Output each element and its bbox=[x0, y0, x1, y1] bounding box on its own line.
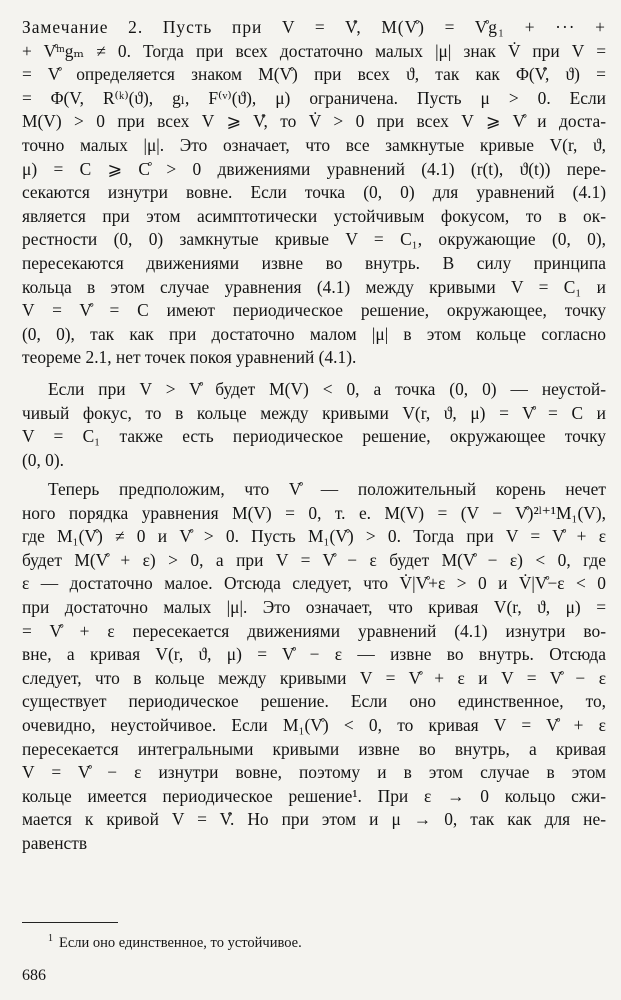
text-line: M(V) > 0 при всех V ⩾ V̊, то V̇ > 0 при всех V ⩾ V̊ и доста- bbox=[22, 111, 606, 132]
text-line: Теперь предположим, что V̊ — положительный корень нечет bbox=[48, 479, 606, 499]
text-line: кольце имеется периодическое решение¹. При ε → 0 кольцо сжи- bbox=[22, 785, 606, 806]
text-line: где M₁(V̊) ≠ 0 и V̊ > 0. Пусть M₁(V̊) > 0. Тогда при V = V̊ + ε bbox=[22, 526, 606, 547]
text-line: рестности (0, 0) замкнутые кривые V = C₁, окружающие (0, 0), bbox=[22, 229, 606, 250]
paragraph-remark-2 bbox=[22, 16, 606, 370]
footnote-divider bbox=[22, 922, 118, 923]
text-line: ε — достаточно малое. Отсюда следует, что V̇|V̊+ε > 0 и V̇|V̊−ε < 0 bbox=[22, 573, 606, 594]
text-line: точно малых |μ|. Это означает, что все замкнутые кривые V(r, ϑ, bbox=[22, 134, 606, 155]
text-line: = V̊ + ε пересекается движениями уравнений (4.1) изнутри во- bbox=[22, 620, 606, 641]
text-line: = Φ(V, R⁽ᵏ⁾(ϑ), gₗ, F⁽ᵛ⁾(ϑ), μ) ограничена. Пусть μ > 0. Если bbox=[22, 87, 606, 108]
text-line: очевидно, неустойчивое. Если M₁(V̊) < 0, то кривая V = V̊ + ε bbox=[22, 714, 606, 735]
text-line: V = V̊ = C имеют периодическое решение, окружающее, точку bbox=[22, 300, 606, 321]
text-line: (0, 0), так как при достаточно малом |μ| в этом кольце согласно bbox=[22, 323, 606, 344]
text-line: V = V̊ − ε изнутри вовне, поэтому и в этом случае в этом bbox=[22, 762, 606, 783]
text-line: + V̊ᵐgₘ ≠ 0. Тогда при всех достаточно малых |μ| знак V̇ при V = bbox=[22, 40, 606, 61]
text-line: секаются изнутри вовне. Если точка (0, 0) для уравнений (4.1) bbox=[22, 182, 606, 203]
text-line: будет M(V̊ + ε) > 0, а при V = V̊ − ε будет M(V̊ − ε) < 0, где bbox=[22, 549, 606, 570]
text-line: V = C₁ также есть периодическое решение, окружающее точку bbox=[22, 426, 606, 447]
text-line: равенств bbox=[22, 832, 88, 853]
text-line: следует, что в кольце между кривыми V = V̊ + ε и V = V̊ − ε bbox=[22, 667, 606, 688]
text-line: является при этом асимптотически устойчивым фокусом, то в ок- bbox=[22, 205, 606, 226]
text-line: теореме 2.1, нет точек покоя уравнений (4.1). bbox=[22, 347, 357, 368]
text-line: пересекается интегральными кривыми извне во внутрь, а кривая bbox=[22, 738, 606, 759]
text-line: кольца в этом случае уравнения (4.1) между кривыми V = C₁ и bbox=[22, 276, 606, 297]
text-line: существует периодическое решение. Если оно единственное, то, bbox=[22, 691, 606, 712]
paragraph-unstable-focus bbox=[22, 378, 606, 472]
footnote-text: Если оно единственное, то устойчивое. bbox=[59, 934, 302, 951]
text-line: = V̊ определяется знаком M(V̊) при всех ϑ, так как Φ(V̊, ϑ) = bbox=[22, 64, 606, 85]
paragraph-odd-root bbox=[22, 478, 606, 856]
text-line: пересекаются движениями извне во внутрь. В силу принципа bbox=[22, 252, 606, 273]
text-line: вне, а кривая V(r, ϑ, μ) = V̊ − ε — извне во внутрь. Отсюда bbox=[22, 644, 606, 665]
text-line: ного порядка уравнения M(V) = 0, т. е. M(V) = (V − V̊)²ˡ⁺¹M₁(V), bbox=[22, 502, 606, 523]
text-line: μ) = C ⩾ C̊ > 0 движениями уравнений (4.1) (r(t), ϑ(t)) пере- bbox=[22, 158, 606, 179]
text-line: Замечание 2. Пусть при V = V̊, M(V̊) = V̊g₁ + ··· + bbox=[22, 17, 606, 37]
text-line: Если при V > V̊ будет M(V) < 0, а точка (0, 0) — неустой- bbox=[48, 379, 606, 399]
footnote bbox=[48, 933, 302, 952]
page-number: 686 bbox=[22, 967, 46, 984]
text-line: при достаточно малых |μ|. Это означает, что кривая V(r, ϑ, μ) = bbox=[22, 596, 606, 617]
footnote-marker: 1 bbox=[48, 933, 53, 944]
text-line: (0, 0). bbox=[22, 449, 65, 470]
text-line: чивый фокус, то в кольце между кривыми V(r, ϑ, μ) = V̊ = C и bbox=[22, 402, 606, 423]
text-line: мается к кривой V = V̊. Но при этом и μ → 0, так как для не- bbox=[22, 809, 606, 830]
